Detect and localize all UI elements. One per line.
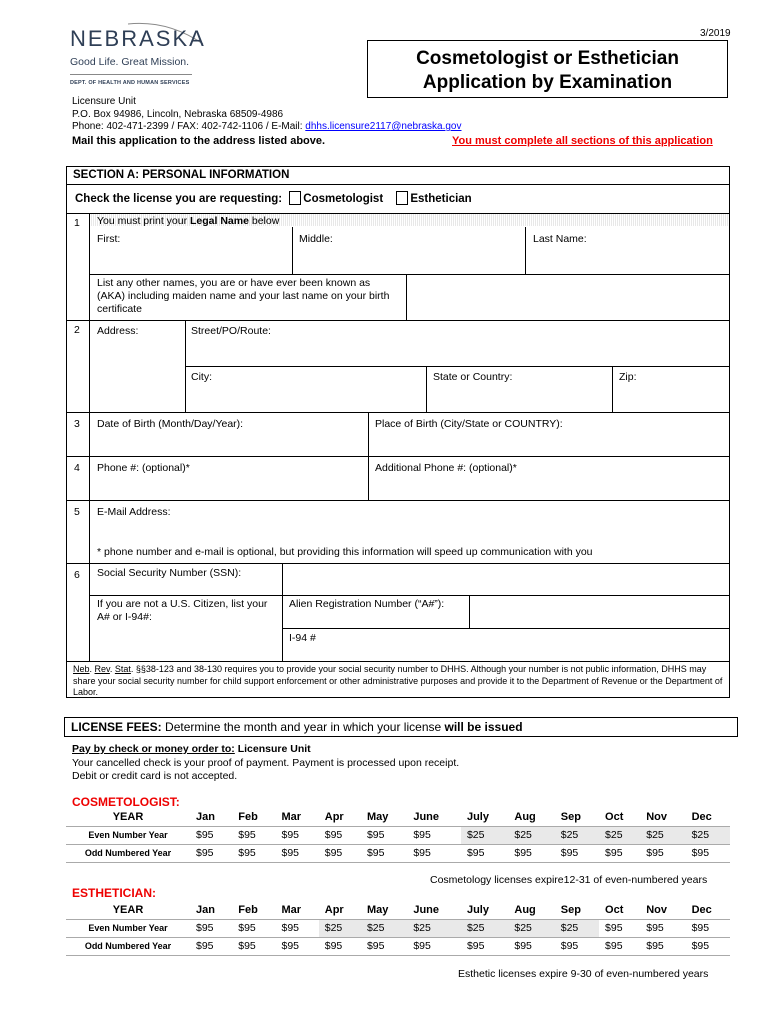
fee-cell: $95 (407, 844, 461, 862)
payto-name: Licensure Unit (234, 743, 311, 755)
fee-cell: $95 (319, 844, 361, 862)
check-license-label: Check the license you are requesting: (75, 193, 283, 205)
month-header: Oct (599, 808, 640, 826)
fee-cell: $25 (599, 826, 640, 844)
month-header: Nov (640, 901, 685, 919)
cosmetologist-checkbox[interactable] (289, 191, 301, 205)
fee-cell: $95 (508, 937, 554, 955)
month-header: July (461, 808, 508, 826)
address-label: Address: (97, 325, 139, 337)
debit-note: Debit or credit card is not accepted. (72, 770, 238, 782)
unit-name: Licensure Unit (72, 96, 136, 107)
esthetician-option: Esthetician (410, 193, 472, 205)
fee-cell: $95 (190, 919, 232, 937)
fee-cell: $95 (461, 937, 508, 955)
year-header: YEAR (66, 901, 190, 919)
phone-fax: Phone: 402-471-2399 / FAX: 402-742-1106 / E-Mail: (72, 121, 306, 132)
fee-cell: $95 (276, 937, 319, 955)
month-header: June (407, 808, 461, 826)
fee-cell: $95 (361, 937, 407, 955)
year-type-label: Even Number Year (66, 919, 190, 937)
month-header: Mar (276, 901, 319, 919)
fee-cell: $95 (276, 844, 319, 862)
fee-cell: $95 (640, 919, 685, 937)
month-header: Feb (232, 901, 275, 919)
fee-cell: $95 (190, 937, 232, 955)
fee-cell: $95 (190, 844, 232, 862)
month-header: Sep (555, 901, 599, 919)
month-header: May (361, 901, 407, 919)
fee-row (66, 919, 730, 937)
month-header: Feb (232, 808, 275, 826)
fee-cell: $95 (232, 826, 275, 844)
esthetic-expire-note: Esthetic licenses expire 9-30 of even-numbered years (458, 968, 709, 980)
fee-cell: $25 (555, 919, 599, 937)
fee-cell: $25 (508, 919, 554, 937)
payto-label: Pay by check or money order to: (72, 743, 235, 755)
section-a (66, 166, 730, 698)
row-number: 4 (74, 462, 80, 474)
fee-cell: $25 (361, 919, 407, 937)
fee-cell: $95 (319, 826, 361, 844)
fee-cell: $95 (232, 919, 275, 937)
fee-cell: $95 (276, 919, 319, 937)
logo-wordmark: NEBRASKA (70, 26, 206, 51)
fee-cell: $95 (640, 844, 685, 862)
cosmetologist-fee-label: COSMETOLOGIST: (72, 795, 180, 809)
esthetician-fee-label: ESTHETICIAN: (72, 886, 156, 900)
middle-name-label: Middle: (299, 233, 333, 245)
contact-block (72, 96, 461, 134)
form-date: 3/2019 (700, 28, 731, 39)
must-complete-note: You must complete all sections of this application (452, 135, 713, 147)
email-label: E-Mail Address: (97, 506, 171, 518)
state-label: State or Country: (433, 371, 513, 383)
fee-cell: $25 (407, 919, 461, 937)
fee-cell: $95 (407, 937, 461, 955)
fee-cell: $95 (555, 844, 599, 862)
fee-cell: $95 (686, 937, 730, 955)
fee-cell: $25 (508, 826, 554, 844)
dept-name: DEPT. OF HEALTH AND HUMAN SERVICES (70, 80, 190, 86)
fee-row (66, 844, 730, 862)
fee-row (66, 937, 730, 955)
additional-phone-label: Additional Phone #: (optional)* (375, 462, 517, 474)
last-name-label: Last Name: (533, 233, 587, 245)
fee-cell: $95 (361, 826, 407, 844)
fee-cell: $25 (555, 826, 599, 844)
cosmetology-expire-note: Cosmetology licenses expire12-31 of even-numbered years (430, 874, 708, 886)
ssn-label: Social Security Number (SSN): (97, 567, 242, 579)
fee-cell: $95 (461, 844, 508, 862)
cosmetologist-option: Cosmetologist (303, 193, 384, 205)
month-header: Oct (599, 901, 640, 919)
fee-cell: $95 (232, 937, 275, 955)
month-header: Dec (686, 808, 730, 826)
logo-divider (70, 74, 192, 75)
fee-cell: $95 (686, 919, 730, 937)
dob-label: Date of Birth (Month/Day/Year): (97, 418, 244, 430)
zip-label: Zip: (619, 371, 637, 383)
row-number: 2 (74, 324, 80, 336)
fee-cell: $95 (599, 919, 640, 937)
fee-cell: $95 (686, 844, 730, 862)
fee-cell: $25 (319, 919, 361, 937)
section-a-title: SECTION A: PERSONAL INFORMATION (67, 167, 729, 185)
aka-instruction: List any other names, you are or have ever been known as (AKA) including maiden name and your last name on your birth certificate (97, 277, 390, 315)
title-line-1: Cosmetologist or Esthetician (416, 48, 679, 69)
month-header: Apr (319, 808, 361, 826)
month-header: Aug (508, 808, 554, 826)
street-label: Street/PO/Route: (191, 325, 271, 337)
proof-note: Your cancelled check is your proof of payment. Payment is processed upon receipt. (72, 756, 460, 769)
logo-tagline: Good Life. Great Mission. (70, 56, 190, 68)
fee-cell: $95 (190, 826, 232, 844)
fee-cell: $95 (232, 844, 275, 862)
first-name-label: First: (97, 233, 121, 245)
row-number: 3 (74, 418, 80, 430)
month-header: Dec (686, 901, 730, 919)
legal-name-instruction: You must print your Legal Name below (97, 215, 280, 227)
cosmetologist-fee-table (66, 808, 730, 863)
optional-note: * phone number and e-mail is optional, but providing this information will speed up communication with you (97, 546, 593, 558)
row-number: 6 (74, 569, 80, 581)
email-link[interactable]: dhhs.licensure2117@nebraska.gov (305, 121, 462, 132)
fee-cell: $95 (508, 844, 554, 862)
city-label: City: (191, 371, 212, 383)
month-header: May (361, 808, 407, 826)
month-header: Nov (640, 808, 685, 826)
statute-notice: Neb. Rev. Stat. §§38-123 and 38-130 requires you to provide your social security number to DHHS. Although your number is not public information, DHHS may share your social security number for child support enforcement or other administrative purposes and provide it to the Department of Revenue or the Department of Labor. (73, 664, 723, 697)
i94-label: I-94 # (289, 632, 316, 644)
license-type-row (75, 191, 472, 206)
fee-cell: $25 (640, 826, 685, 844)
row-number: 5 (74, 506, 80, 518)
month-header: Jan (190, 808, 232, 826)
fee-cell: $95 (407, 826, 461, 844)
payment-instructions (72, 743, 459, 784)
month-header: Sep (555, 808, 599, 826)
fee-cell: $25 (461, 826, 508, 844)
phone-label: Phone #: (optional)* (97, 462, 190, 474)
form-title (367, 40, 728, 98)
fee-cell: $95 (319, 937, 361, 955)
mail-note: Mail this application to the address listed above. (72, 135, 326, 147)
fee-cell: $95 (276, 826, 319, 844)
year-header: YEAR (66, 808, 190, 826)
alien-number-label: Alien Registration Number (“A#”): (289, 598, 445, 610)
month-header: Mar (276, 808, 319, 826)
fee-row (66, 826, 730, 844)
esthetician-checkbox[interactable] (396, 191, 408, 205)
month-header: July (461, 901, 508, 919)
row-number: 1 (74, 217, 80, 229)
month-header: Aug (508, 901, 554, 919)
postal-address: P.O. Box 94986, Lincoln, Nebraska 68509-4986 (72, 108, 284, 120)
month-header: June (407, 901, 461, 919)
month-header: Jan (190, 901, 232, 919)
fee-cell: $95 (640, 937, 685, 955)
fee-cell: $25 (461, 919, 508, 937)
esthetician-fee-table (66, 901, 730, 956)
fee-cell: $95 (555, 937, 599, 955)
fee-cell: $25 (686, 826, 730, 844)
year-type-label: Even Number Year (66, 826, 190, 844)
pob-label: Place of Birth (City/State or COUNTRY): (375, 418, 563, 430)
year-type-label: Odd Numbered Year (66, 844, 190, 862)
fee-cell: $95 (599, 937, 640, 955)
title-line-2: Application by Examination (422, 72, 673, 93)
non-citizen-label: If you are not a U.S. Citizen, list your A# or I-94#: (97, 598, 268, 623)
month-header: Apr (319, 901, 361, 919)
fee-cell: $95 (361, 844, 407, 862)
fee-cell: $95 (599, 844, 640, 862)
year-type-label: Odd Numbered Year (66, 937, 190, 955)
license-fees-header: LICENSE FEES: Determine the month and year in which your license will be issued (64, 717, 738, 737)
